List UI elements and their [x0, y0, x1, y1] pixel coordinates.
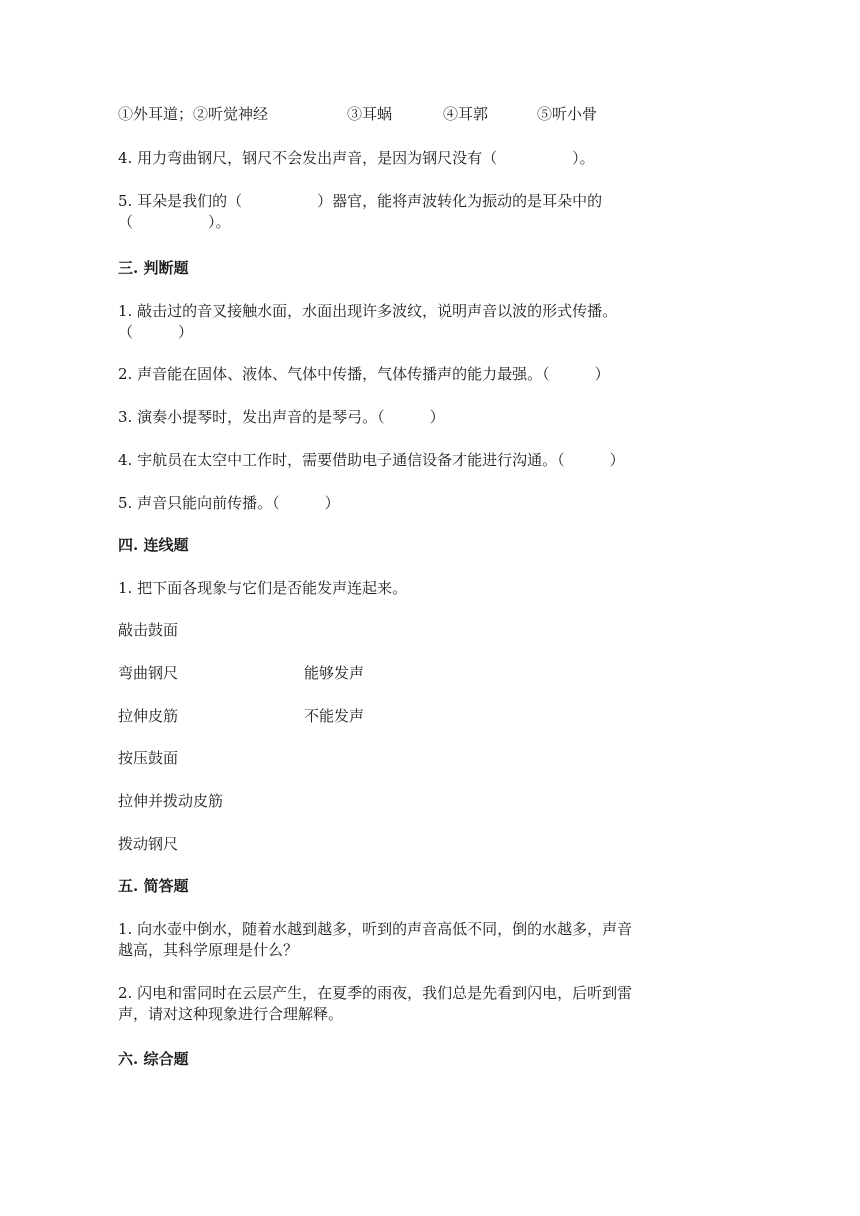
question-5-2-line1: 2. 闪电和雷同时在云层产生，在夏季的雨夜，我们总是先看到闪电，后听到雷 — [118, 984, 633, 1002]
match-left-item: 弯曲钢尺 — [118, 664, 179, 682]
section-5-title: 五. 简答题 — [118, 877, 189, 895]
question-3-1-line1: 1. 敲击过的音叉接触水面，水面出现许多波纹，说明声音以波的形式传播。 — [118, 302, 618, 320]
question-3-1-line2: （ ） — [118, 323, 194, 341]
match-left-item: 拉伸并拨动皮筋 — [118, 792, 224, 810]
question-5-1-line1: 1. 向水壶中倒水，随着水越到越多，听到的声音高低不同，倒的水越多，声音 — [118, 920, 633, 938]
option-3: ③耳蜗 — [347, 105, 393, 123]
question-3-5: 5. 声音只能向前传播。（ ） — [118, 494, 340, 512]
match-left-item: 按压鼓面 — [118, 749, 179, 767]
question-3-2: 2. 声音能在固体、液体、气体中传播，气体传播声的能力最强。（ ） — [118, 365, 610, 383]
match-right-item: 能够发声 — [304, 664, 365, 682]
match-left-item: 拨动钢尺 — [118, 835, 179, 853]
question-3-3: 3. 演奏小提琴时，发出声音的是琴弓。（ ） — [118, 408, 445, 426]
match-left-item: 拉伸皮筋 — [118, 707, 179, 725]
option-1-2: ①外耳道；②听觉神经 — [118, 105, 269, 123]
option-4: ④耳郭 — [443, 105, 489, 123]
question-2-5-line2: （ ）。 — [118, 213, 231, 231]
section-4-title: 四. 连线题 — [118, 536, 189, 554]
question-5-2-line2: 声，请对这种现象进行合理解释。 — [118, 1005, 344, 1023]
question-3-4: 4. 宇航员在太空中工作时，需要借助电子通信设备才能进行沟通。（ ） — [118, 451, 625, 469]
match-right-item: 不能发声 — [304, 707, 365, 725]
match-left-item: 敲击鼓面 — [118, 621, 179, 639]
section-6-title: 六. 综合题 — [118, 1050, 189, 1068]
question-4-1: 1. 把下面各现象与它们是否能发声连起来。 — [118, 579, 408, 597]
options-line — [118, 104, 598, 124]
section-3-title: 三. 判断题 — [118, 259, 189, 277]
option-5: ⑤听小骨 — [537, 105, 598, 123]
question-5-1-line2: 越高，其科学原理是什么？ — [118, 941, 299, 959]
question-2-4: 4. 用力弯曲钢尺，钢尺不会发出声音，是因为钢尺没有（ ）。 — [118, 149, 595, 167]
question-2-5-line1: 5. 耳朵是我们的（ ）器官，能将声波转化为振动的是耳朵中的 — [118, 192, 603, 210]
